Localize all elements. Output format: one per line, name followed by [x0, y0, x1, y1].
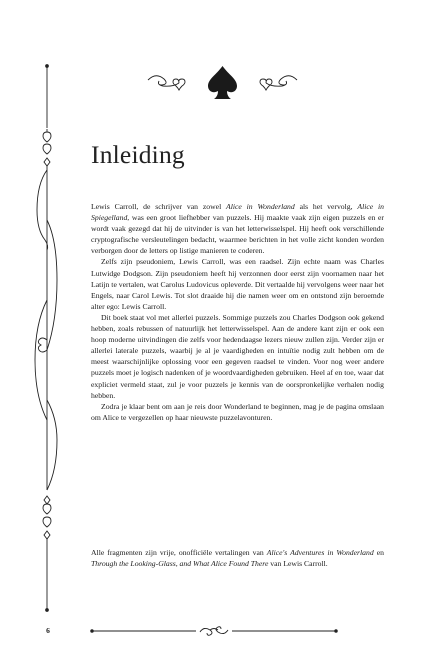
- paragraph-4: Zodra je klaar bent om aan je reis door Wonderland te beginnen, mag je de pagina omslaan om Alice te vergezellen op haar nieuwste puzzelavonturen.: [91, 401, 384, 422]
- p1-run-2: als het vervolg,: [294, 202, 358, 211]
- p1-title-alice-wonderland: Alice in Wonderland: [226, 202, 295, 211]
- spade-icon: [208, 66, 237, 99]
- hearts-vine-border-icon: [35, 65, 57, 612]
- p1-run-4: , was een groot liefhebber van puzzels. Hij maakte vaak zijn eigen puzzels en er wordt vaak gezegd dat hij de uitvinder is van het letterwisselspel. Hij heeft ook verschillende cryptografische versleutelingen bedacht, waarmee berichten in het volle zicht konden worden verborgen door de letters op listige manieren te coderen.: [91, 213, 384, 256]
- note-title-adventures: Alice's Adventures in Wonderland: [266, 548, 374, 557]
- p1-run-0: Lewis Carroll, de schrijver van zowel: [91, 202, 227, 211]
- note-run-2: en: [373, 548, 384, 557]
- paragraph-2: Zelfs zijn pseudoniem, Lewis Carroll, was een raadsel. Zijn echte naam was Charles Lutwidge Dodgson. Zijn pseudoniem heeft hij verzonnen door eerst zijn voornamen naar het Latijn te vertalen, wat Carolus Ludovicus opleverde. Dit vertaalde hij vervolgens weer naar het Engels, naar Carol Lewis. Tot slot draaide hij die namen weer om en ontstond zijn beroemde alter ego: Lewis Carroll.: [91, 257, 384, 311]
- note-run-4: van Lewis Carroll.: [268, 559, 328, 569]
- chapter-title: Inleiding: [91, 140, 185, 169]
- p1-title-alice-spiegelland: Alice in Spiegelland: [91, 202, 384, 223]
- note-title-looking-glass: Through the Looking-Glass, and What Alice Found There: [91, 559, 269, 569]
- translation-note: [91, 547, 384, 569]
- paragraph-1: [91, 201, 384, 256]
- scroll-flourish-icon: [91, 627, 338, 636]
- page-number: 6: [46, 626, 50, 635]
- paragraph-3: Dit boek staat vol met allerlei puzzels. Sommige puzzels zou Charles Dodgson ook gekend hebben, zoals rebussen of natuurlijk het letterwisselspel. Aan de andere kant zijn er ook een hoop moderne uitvindingen die zelfs voor hedendaagse lezers nieuw zullen zijn. Verder zijn er allerlei laterale puzzels, waarbij je al je vaardigheden en intuïtie nodig zult hebben om de meest waarschijnlijke oplossing voor een gegeven raadsel te vinden. Voor nog weer andere puzzels moet je logisch nadenken of je woordvaardigheden gebruiken. Heel af en toe, waar dat expliciet vermeld staat, zul je voor puzzels je kennis van de oorspronkelijke verhalen nodig hebben.: [91, 312, 384, 400]
- intro-body: [91, 201, 384, 423]
- note-run-0: Alle fragmenten zijn vrije, onofficiële vertalingen van: [91, 548, 267, 557]
